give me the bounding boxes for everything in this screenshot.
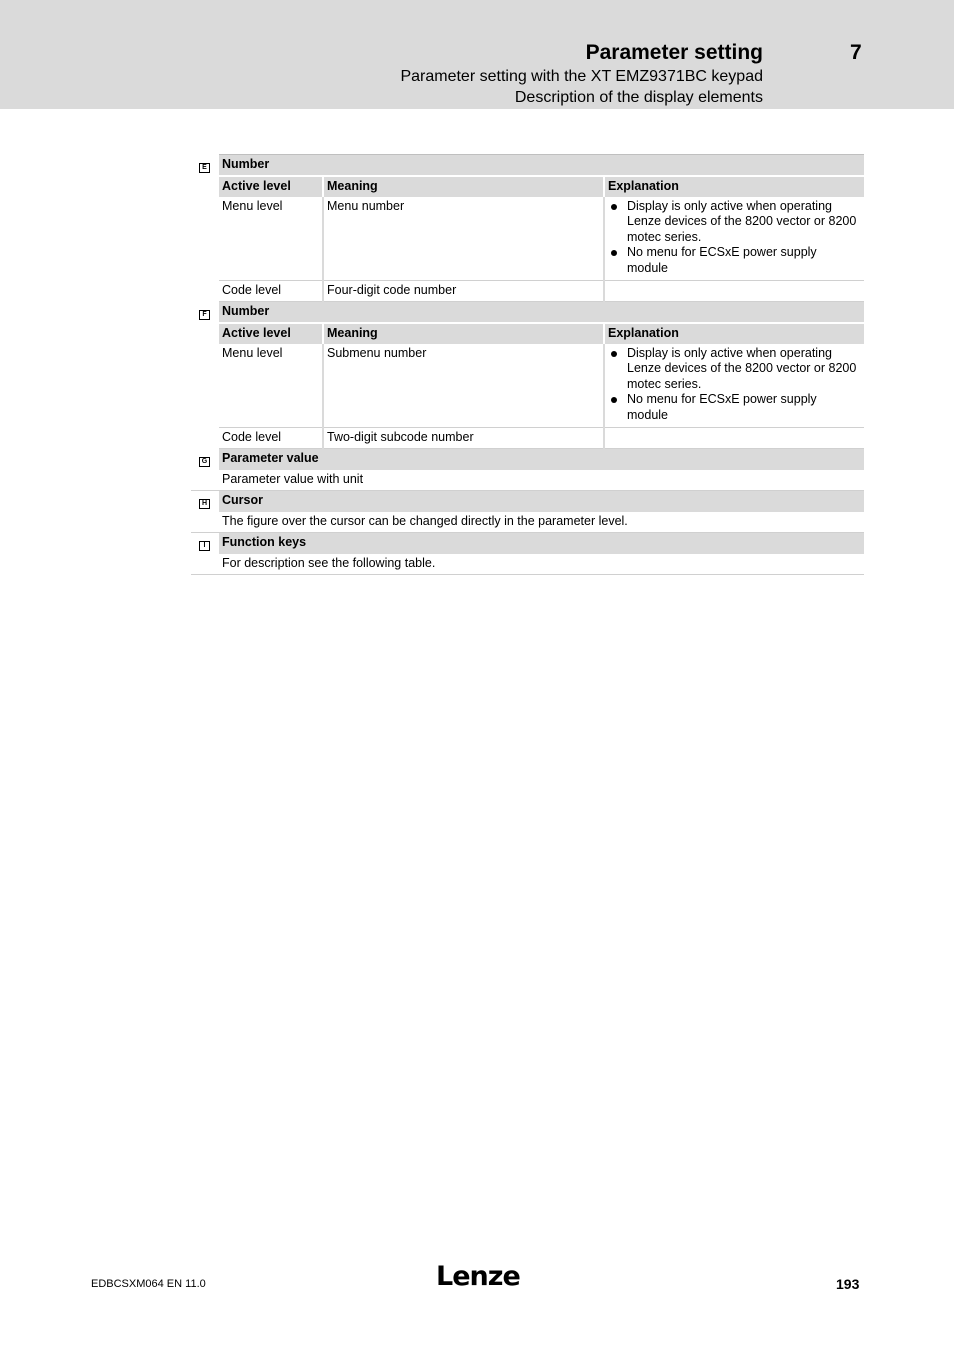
document-id: EDBCSXM064 EN 11.0: [91, 1278, 206, 1290]
section-i-text: For description see the following table.: [219, 554, 864, 575]
section-f-label: F: [191, 302, 219, 323]
list-item: No menu for ECSxE power supply module: [608, 245, 861, 276]
chapter-title: Parameter setting: [585, 41, 763, 64]
section-g-title: Parameter value: [219, 449, 864, 470]
cell-meaning: Submenu number: [323, 344, 604, 428]
col-header-explanation: Explanation: [604, 323, 864, 344]
display-elements-table: [191, 154, 864, 575]
table-row: [191, 281, 864, 302]
section-g-label: G: [191, 449, 219, 470]
list-item: Display is only active when operating Lenze devices of the 8200 vector or 8200 motec series.: [608, 199, 861, 246]
cell-explanation: [604, 344, 864, 428]
section-h-text: The figure over the cursor can be changed directly in the parameter level.: [219, 512, 864, 533]
list-item: Display is only active when operating Lenze devices of the 8200 vector or 8200 motec series.: [608, 346, 861, 393]
cell-level: Code level: [219, 428, 323, 449]
section-i-label: I: [191, 533, 219, 554]
section-e-label: E: [191, 155, 219, 176]
list-item: No menu for ECSxE power supply module: [608, 392, 861, 423]
col-header-active-level: Active level: [219, 176, 323, 197]
table-row: [191, 197, 864, 281]
cell-level: Menu level: [219, 344, 323, 428]
section-title: Parameter setting with the XT EMZ9371BC keypad: [400, 68, 763, 85]
section-e-title: Number: [219, 155, 864, 176]
cell-explanation: [604, 281, 864, 302]
section-h-title: Cursor: [219, 491, 864, 512]
cell-explanation: [604, 197, 864, 281]
table-row: [191, 344, 864, 428]
section-i-title: Function keys: [219, 533, 864, 554]
col-header-meaning: Meaning: [323, 176, 604, 197]
cell-level: Menu level: [219, 197, 323, 281]
chapter-number: 7: [850, 41, 862, 64]
section-h-label: H: [191, 491, 219, 512]
col-header-active-level: Active level: [219, 323, 323, 344]
section-g-text: Parameter value with unit: [219, 470, 864, 491]
lenze-logo: Lenze: [436, 1261, 520, 1292]
page-header: [0, 0, 954, 109]
page-number: 193: [836, 1276, 860, 1292]
cell-meaning: Four-digit code number: [323, 281, 604, 302]
cell-explanation: [604, 428, 864, 449]
cell-meaning: Menu number: [323, 197, 604, 281]
col-header-meaning: Meaning: [323, 323, 604, 344]
cell-meaning: Two-digit subcode number: [323, 428, 604, 449]
cell-level: Code level: [219, 281, 323, 302]
subsection-title: Description of the display elements: [514, 89, 763, 106]
col-header-explanation: Explanation: [604, 176, 864, 197]
section-f-title: Number: [219, 302, 864, 323]
table-row: [191, 428, 864, 449]
